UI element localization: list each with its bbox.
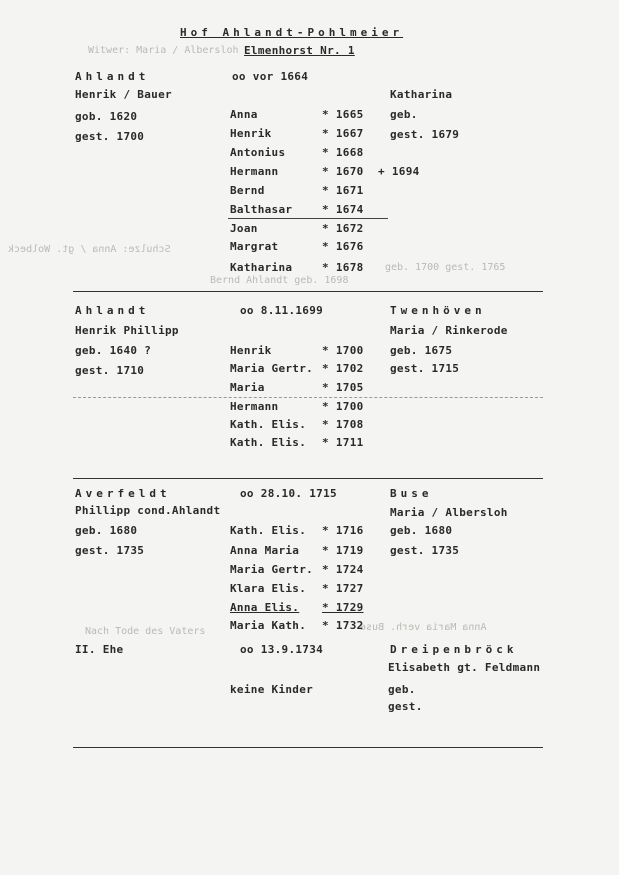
mother-surname: Twenhöven: [390, 304, 486, 317]
bottom-divider: [73, 747, 543, 748]
mother-given: Maria / Rinkerode: [390, 324, 508, 337]
spouse-died: gest.: [388, 700, 423, 713]
child-date: * 1716: [322, 524, 364, 537]
child-name: Antonius: [230, 146, 286, 159]
child-date: * 1668: [322, 146, 364, 159]
father-surname: Averfeldt: [75, 487, 171, 500]
child-date: * 1700: [322, 400, 364, 413]
child-name: Margrat: [230, 240, 279, 253]
child-date: * 1719: [322, 544, 364, 557]
child-name: Hermann: [230, 400, 279, 413]
father-given: Henrik Phillipp: [75, 324, 179, 337]
child-date: * 1670: [322, 165, 364, 178]
father-given: Phillipp cond.Ahlandt: [75, 504, 221, 517]
child-date: * 1665: [322, 108, 364, 121]
bleed-through-1: Witwer: Maria / Albersloh: [88, 45, 239, 56]
bleed-through-2: Schulze: Anna / gt. Wolbeck: [8, 244, 171, 255]
child-date: * 1676: [322, 240, 364, 253]
second-marriage-label: II. Ehe: [75, 643, 124, 656]
child-date: * 1674: [322, 203, 364, 216]
child-date: * 1729: [322, 601, 364, 614]
marriage-date: oo 28.10. 1715: [240, 487, 337, 500]
child-date: * 1702: [322, 362, 364, 375]
child-name: Maria Kath.: [230, 619, 307, 632]
father-born: geb. 1680: [75, 524, 138, 537]
child-date: * 1700: [322, 344, 364, 357]
mother-died: gest. 1715: [390, 362, 460, 375]
children-divider: [228, 218, 388, 219]
child-name: Maria: [230, 381, 265, 394]
father-born: geb. 1640 ?: [75, 344, 152, 357]
mother-given: Maria / Albersloh: [390, 506, 508, 519]
mother-born: geb. 1675: [390, 344, 453, 357]
spouse-given: Elisabeth gt. Feldmann: [388, 661, 541, 674]
child-name: Maria Gertr.: [230, 563, 314, 576]
child-name: Kath. Elis.: [230, 524, 307, 537]
child-note: + 1694: [378, 165, 420, 178]
page-title: Hof Ahlandt-Pohlmeier: [180, 26, 404, 39]
marriage-date: oo vor 1664: [232, 70, 309, 83]
father-died: gest. 1700: [75, 130, 145, 143]
father-given: Henrik / Bauer: [75, 88, 172, 101]
bleed-through-3: geb. 1700 gest. 1765: [385, 262, 506, 273]
child-name: Katharina: [230, 261, 293, 274]
father-surname: Ahlandt: [75, 70, 150, 83]
child-name: Anna Maria: [230, 544, 300, 557]
child-name: Henrik: [230, 127, 272, 140]
child-name: Kath. Elis.: [230, 418, 307, 431]
child-date: * 1711: [322, 436, 364, 449]
bleed-through-5: Anna Maria verh. Buse: [360, 622, 487, 633]
child-date: * 1678: [322, 261, 364, 274]
mother-given: Katharina: [390, 88, 453, 101]
section-divider: [73, 478, 543, 479]
mother-died: gest. 1735: [390, 544, 460, 557]
mother-born: geb. 1680: [390, 524, 453, 537]
child-date: * 1667: [322, 127, 364, 140]
child-name: Kath. Elis.: [230, 436, 307, 449]
child-name: Anna Elis.: [230, 601, 300, 614]
child-date: * 1708: [322, 418, 364, 431]
child-name: Joan: [230, 222, 258, 235]
bleed-through-4: Bernd Ahlandt geb. 1698: [210, 275, 349, 286]
child-name: Klara Elis.: [230, 582, 307, 595]
father-died: gest. 1735: [75, 544, 145, 557]
father-surname: Ahlandt: [75, 304, 150, 317]
children-note: keine Kinder: [230, 683, 314, 696]
mother-surname: Buse: [390, 487, 433, 500]
child-name: Henrik: [230, 344, 272, 357]
child-name: Maria Gertr.: [230, 362, 314, 375]
marriage-date: oo 8.11.1699: [240, 304, 324, 317]
spouse-born: geb.: [388, 683, 416, 696]
section-divider: [73, 291, 543, 292]
child-date: * 1724: [322, 563, 364, 576]
child-name: Balthasar: [230, 203, 293, 216]
spouse-surname: Dreipenbröck: [390, 643, 518, 656]
child-date: * 1671: [322, 184, 364, 197]
mother-died: gest. 1679: [390, 128, 460, 141]
children-divider: [73, 397, 543, 398]
marriage-date: oo 13.9.1734: [240, 643, 324, 656]
child-name: Hermann: [230, 165, 279, 178]
child-date: * 1732: [322, 619, 364, 632]
bleed-through-6: Nach Tode des Vaters: [85, 626, 206, 637]
mother-born: geb.: [390, 108, 418, 121]
child-date: * 1727: [322, 582, 364, 595]
page-subtitle: Elmenhorst Nr. 1: [244, 44, 355, 57]
father-born: gob. 1620: [75, 110, 138, 123]
child-date: * 1705: [322, 381, 364, 394]
child-date: * 1672: [322, 222, 364, 235]
father-died: gest. 1710: [75, 364, 145, 377]
child-name: Anna: [230, 108, 258, 121]
child-name: Bernd: [230, 184, 265, 197]
